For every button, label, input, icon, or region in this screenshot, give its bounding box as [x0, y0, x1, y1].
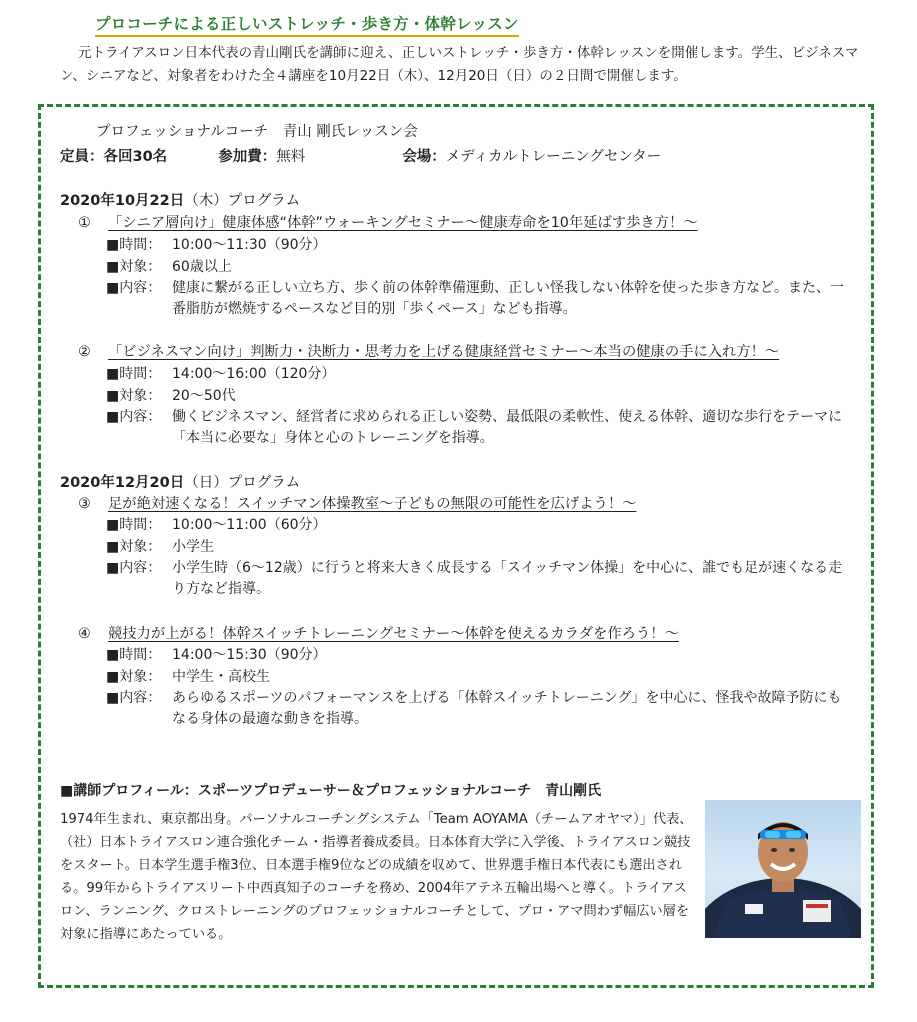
program-title-3: ③ 足が絶対速くなる！スイッチマン体操教室～子どもの無限の可能性を広げよう！～: [78, 496, 637, 512]
day-heading-2: 2020年12月20日（日）プログラム: [60, 475, 301, 491]
program-3-content: ■内容： 小学生時（6～12歳）に行うと将来大きく成長する「スイッチマン体操」を中心に、誰でも足が速くなる走り方など指導。: [106, 560, 843, 597]
program-3-target: ■対象： 小学生: [106, 539, 214, 555]
capacity: 定員：各回30名: [60, 149, 168, 165]
program-4-content: ■内容： あらゆるスポーツのパフォーマンスを上げる「体幹スイッチトレーニング」を中心に、怪我や故障予防にもなる身体の最適な動きを指導。: [106, 690, 842, 727]
day-heading-1: 2020年10月22日（木）プログラム: [60, 193, 301, 209]
program-1-content: ■内容： 健康に繋がる正しい立ち方、歩く前の体幹準備運動、正しい怪我しない体幹を使った歩き方など。また、一番脂肪が燃焼するペースなど目的別「歩くペース」なども指導。: [106, 280, 844, 317]
event-title: プロフェッショナルコーチ 青山 剛氏レッスン会: [96, 124, 418, 140]
event-info-line: [60, 145, 753, 166]
fee: 参加費：無料: [218, 149, 306, 165]
program-title-1: ① 「シニア層向け」健康体感“体幹”ウォーキングセミナー～健康寿命を10年延ばす歩き方！～: [78, 215, 698, 231]
venue: 会場：メディカルトレーニングセンター: [402, 149, 662, 165]
program-4-target: ■対象： 中学生・高校生: [106, 669, 270, 685]
page-title: プロコーチによる正しいストレッチ・歩き方・体幹レッスン: [95, 12, 519, 37]
program-2-target: ■対象： 20～50代: [106, 388, 236, 404]
intro-paragraph: 元トライアスロン日本代表の青山剛氏を講師に迎え、正しいストレッチ・歩き方・体幹レッスンを開催します。学生、ビジネスマン、シニアなど、対象者をわけた全４講座を10月22日（木）、12月20日（日）の２日間で開催します。: [60, 45, 859, 84]
program-2-time: ■時間： 14:00～16:00（120分）: [106, 366, 336, 382]
profile-heading: ■講師プロフィール：スポーツプロデューサー＆プロフェッショナルコーチ 青山剛氏: [60, 783, 602, 799]
program-1-time: ■時間： 10:00～11:30（90分）: [106, 237, 327, 253]
instructor-photo: [705, 800, 861, 938]
program-title-2: ② 「ビジネスマン向け」判断力・決断力・思考力を上げる健康経営セミナー～本当の健康の手に入れ方！～: [78, 344, 780, 360]
program-4-time: ■時間： 14:00～15:30（90分）: [106, 647, 327, 663]
program-3-time: ■時間： 10:00～11:00（60分）: [106, 517, 327, 533]
profile-text: 1974年生まれ、東京都出身。パーソナルコーチングシステム「Team AOYAMA（チームアオヤマ）」代表、（社）日本トライアスロン連合強化チーム・指導者養成委員。日本体育大学に入学後、トライアスロン競技をスタート。日本学生選手権3位、日本選手権9位などの成績を収めて、世界選手権日本代表にも選出される。99年からトライアスリート中西真知子のコーチを務め、2004年アテネ五輪出場へと導く。トライアスロン、ランニング、クロストレーニングのプロフェッショナルコーチとして、プロ・アマ問わず幅広い層を対象に指導にあたっている。: [60, 812, 693, 942]
program-2-content: ■内容： 働くビジネスマン、経営者に求められる正しい姿勢、最低限の柔軟性、使える体幹、適切な歩行をテーマに「本当に必要な」身体と心のトレーニングを指導。: [106, 409, 843, 446]
program-1-target: ■対象： 60歳以上: [106, 259, 232, 275]
program-title-4: ④ 競技力が上がる！体幹スイッチトレーニングセミナー～体幹を使えるカラダを作ろう！～: [78, 626, 679, 642]
